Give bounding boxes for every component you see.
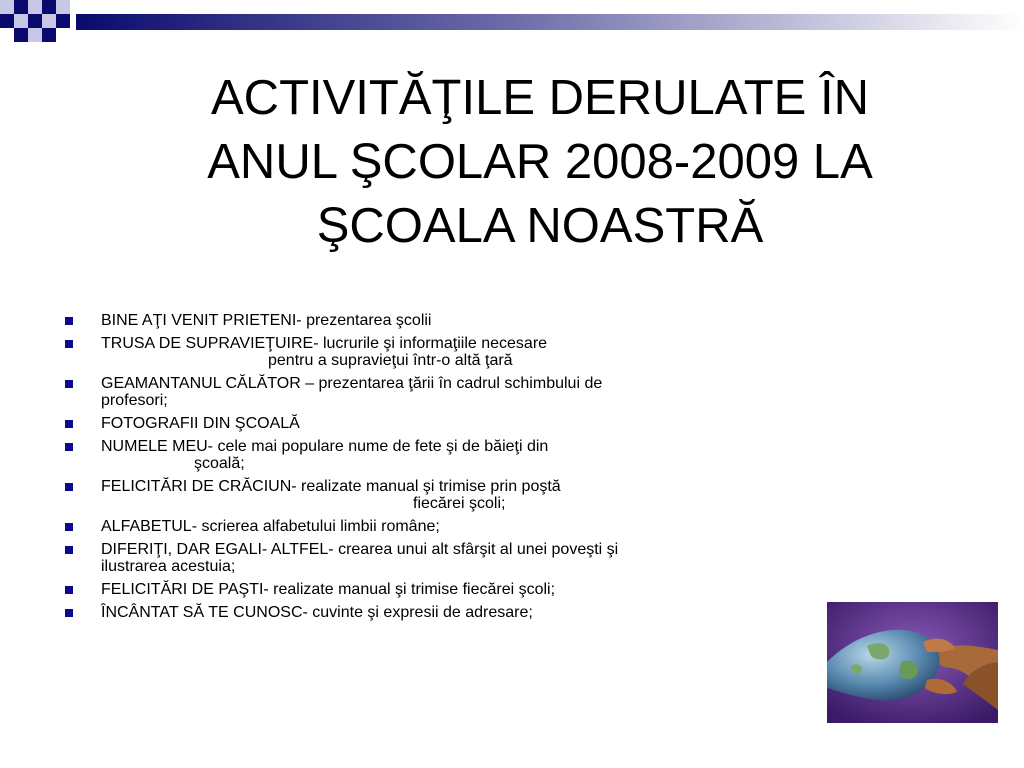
item-text: TRUSA DE SUPRAVIEŢUIRE- lucrurile şi informaţiile necesare — [101, 335, 548, 352]
list-item — [62, 604, 782, 621]
item-text-continuation: pentru a supravieţui într-o altă ţară — [268, 352, 513, 369]
title-line: ANUL ŞCOLAR 2008-2009 LA — [207, 135, 873, 189]
slide-title — [140, 66, 940, 258]
item-text-continuation: profesori; — [101, 392, 168, 409]
list-item — [62, 375, 782, 409]
square-bullet-icon — [65, 380, 73, 388]
list-item — [62, 581, 782, 598]
square-bullet-icon — [65, 420, 73, 428]
item-text: DIFERIŢI, DAR EGALI- ALTFEL- crearea unui alt sfârşit al unei poveşti şi — [101, 541, 619, 558]
square-bullet-icon — [65, 317, 73, 325]
list-item — [62, 518, 782, 535]
item-text: FELICITĂRI DE PAŞTI- realizate manual şi trimise fiecărei şcoli; — [101, 581, 556, 598]
square-bullet-icon — [65, 609, 73, 617]
list-item — [62, 541, 782, 575]
title-line: ŞCOALA NOASTRĂ — [316, 199, 764, 253]
item-text: ÎNCÂNTAT SĂ TE CUNOSC- cuvinte şi expresii de adresare; — [101, 604, 533, 621]
item-text-continuation: ilustrarea acestuia; — [101, 558, 236, 575]
item-text: GEAMANTANUL CĂLĂTOR – prezentarea ţării în cadrul schimbului de — [101, 375, 603, 392]
list-item — [62, 438, 782, 472]
list-item — [62, 478, 782, 512]
decorative-top-band — [0, 0, 1024, 48]
list-item — [62, 312, 782, 329]
list-item — [62, 335, 782, 369]
title-line: ACTIVITĂŢILE DERULATE ÎN — [211, 71, 869, 125]
square-bullet-icon — [65, 523, 73, 531]
activity-list — [62, 312, 782, 627]
item-text: ALFABETUL- scrierea alfabetului limbii române; — [101, 518, 440, 535]
item-text: FELICITĂRI DE CRĂCIUN- realizate manual şi trimise prin poştă — [101, 478, 561, 495]
square-bullet-icon — [65, 483, 73, 491]
hands-globe-photo — [827, 602, 998, 723]
item-text: FOTOGRAFII DIN ŞCOALĂ — [101, 415, 300, 432]
item-text-continuation: fiecărei şcoli; — [413, 495, 506, 512]
square-bullet-icon — [65, 586, 73, 594]
item-text-continuation: şcoală; — [194, 455, 245, 472]
square-bullet-icon — [65, 443, 73, 451]
item-text: BINE AŢI VENIT PRIETENI- prezentarea şcolii — [101, 312, 432, 329]
square-bullet-icon — [65, 340, 73, 348]
square-bullet-icon — [65, 546, 73, 554]
list-item — [62, 415, 782, 432]
item-text: NUMELE MEU- cele mai populare nume de fete şi de băieţi din — [101, 438, 549, 455]
